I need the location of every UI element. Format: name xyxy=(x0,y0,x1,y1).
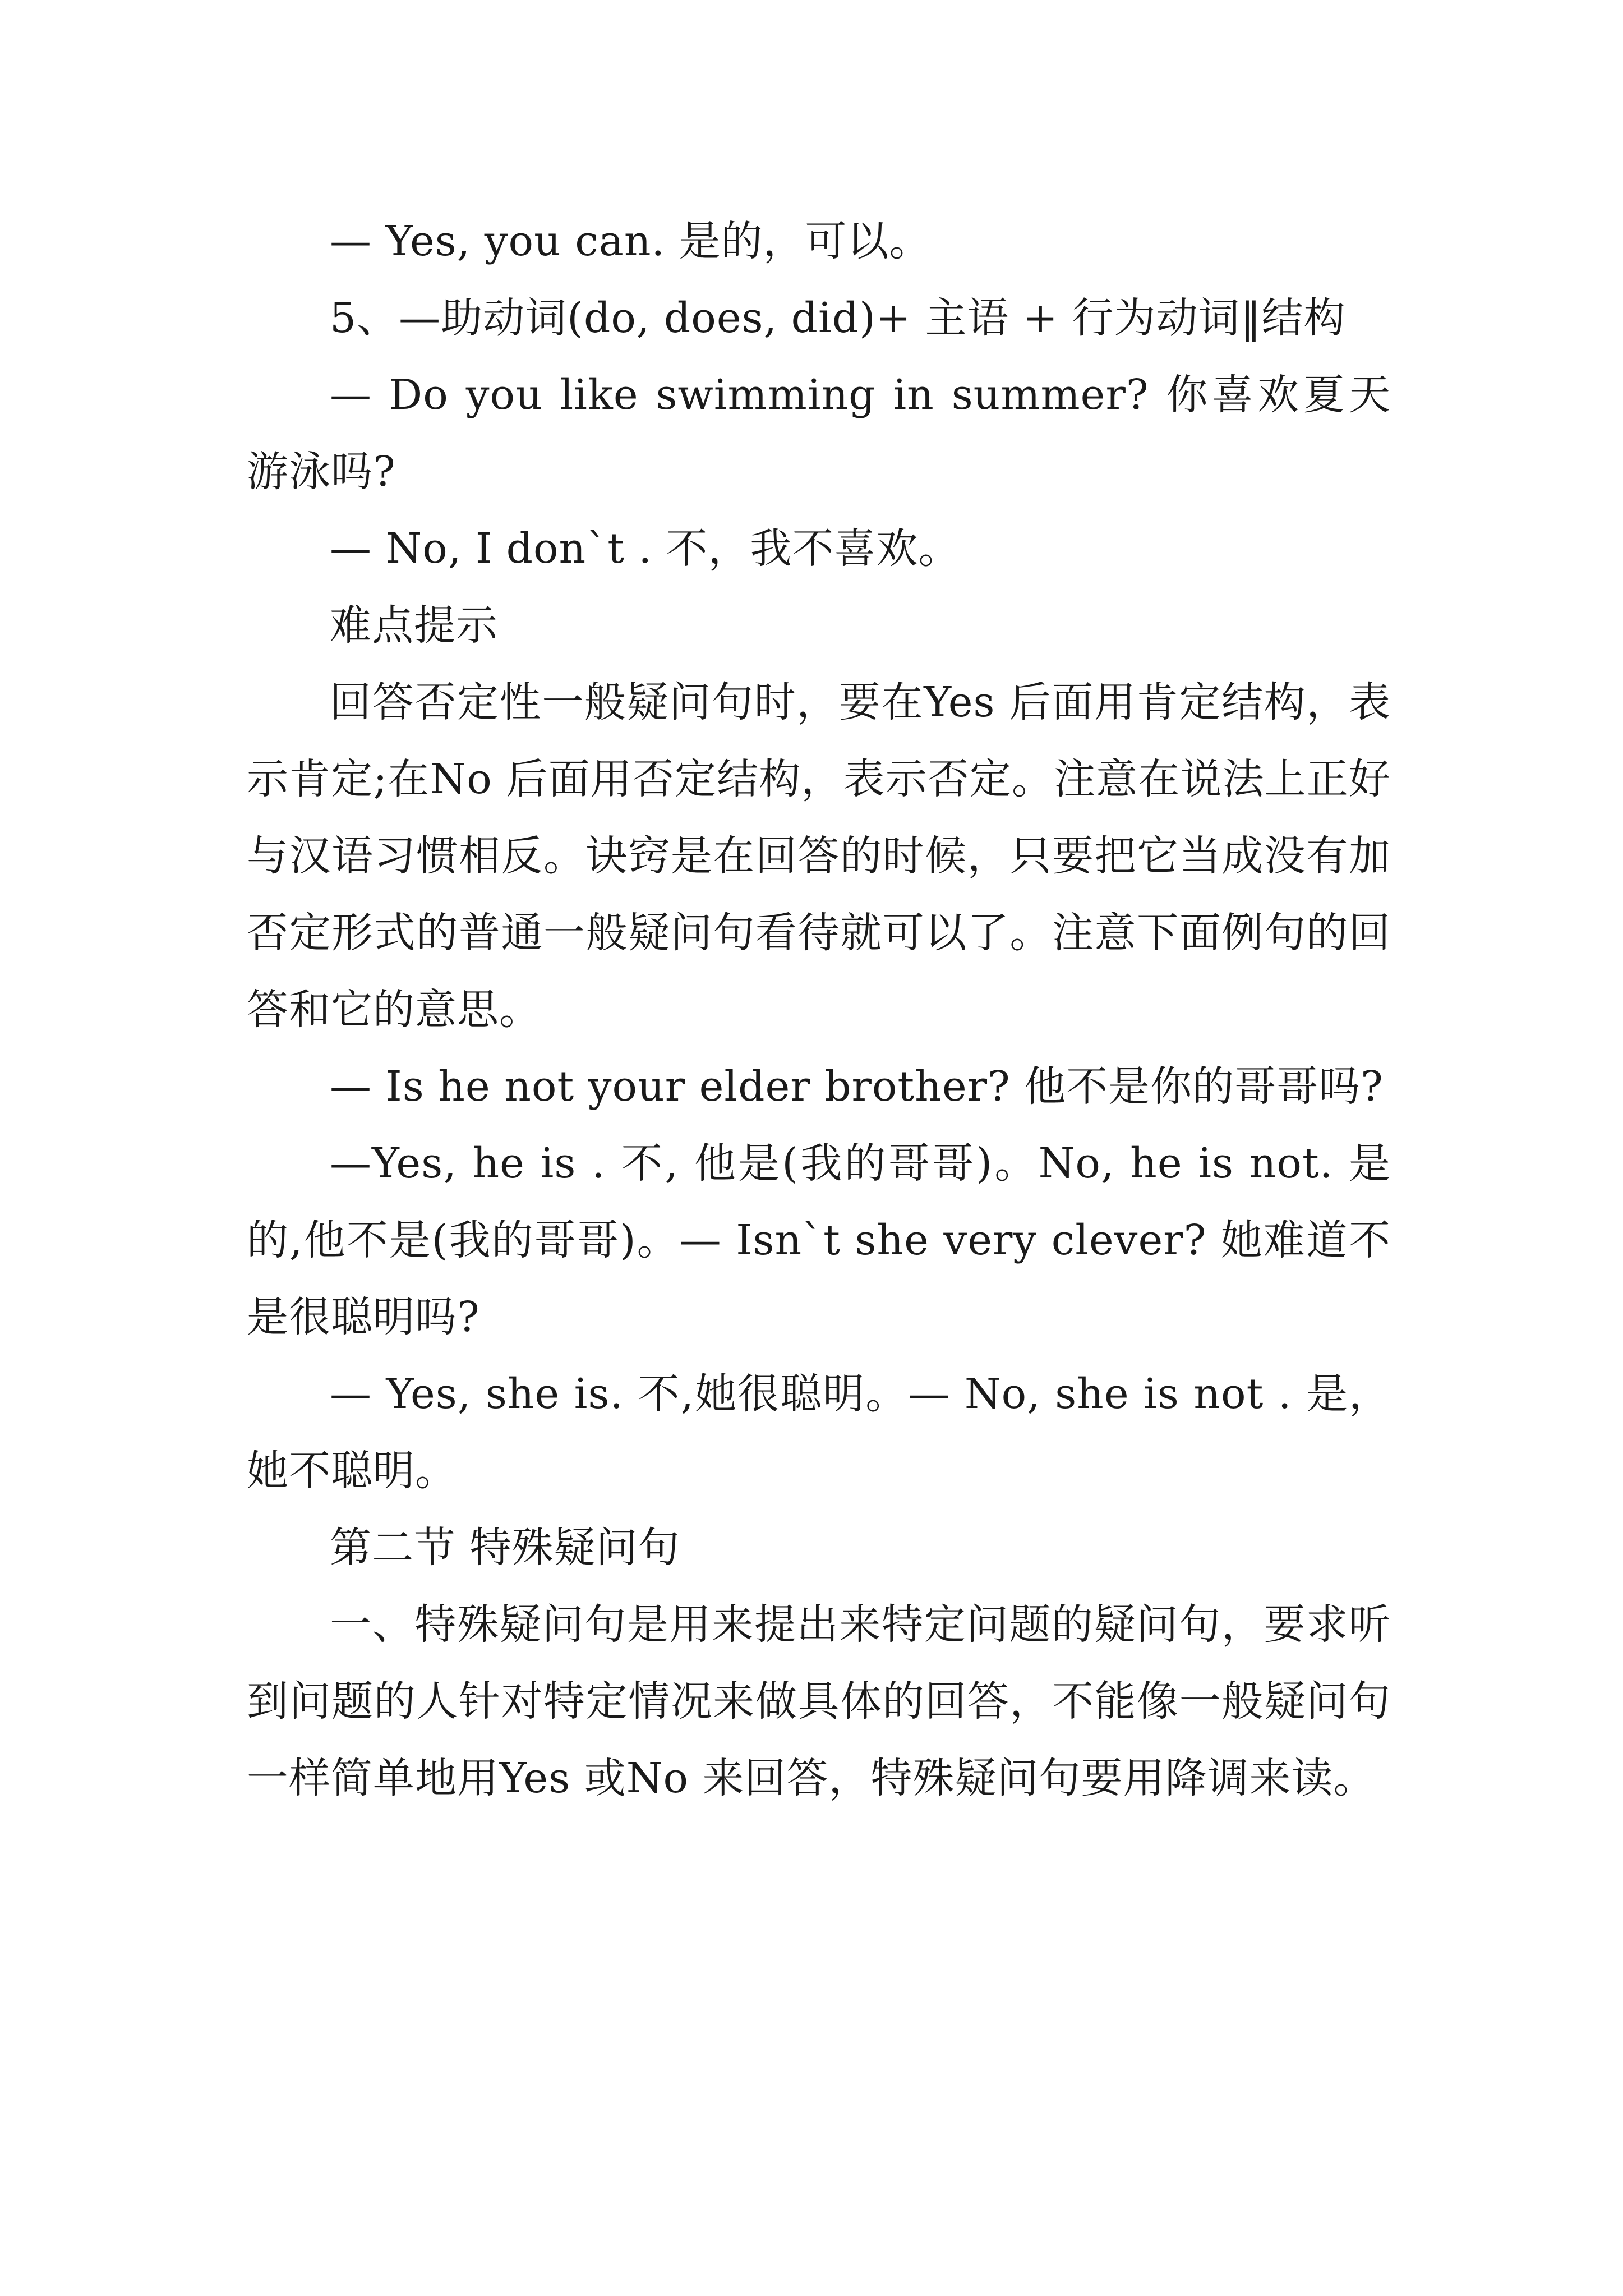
paragraph: 5、—助动词(do, does, did)+ 主语 + 行为动词‖结构 xyxy=(330,294,1346,342)
paragraph: —Yes, he is . 不, 他是(我的哥哥)。No, he is not. 是的,他不是(我的哥哥)。— Isn`t she very clever? 她难道不是很聪明吗? xyxy=(247,1139,1391,1341)
section-heading: 难点提示 xyxy=(330,601,498,650)
paragraph: 回答否定性一般疑问句时，要在Yes 后面用肯定结构，表示肯定;在No 后面用否定结构，表示否定。注意在说法上正好与汉语习惯相反。诀窍是在回答的时候，只要把它当成没有加否定形式的普通一般疑问句看待就可以了。注意下面例句的回答和它的意思。 xyxy=(247,678,1391,1034)
paragraph: — No, I don`t . 不，我不喜欢。 xyxy=(330,524,961,573)
paragraph: — Yes, she is. 不,她很聪明。— No, she is not . 是，她不聪明。 xyxy=(247,1370,1391,1495)
paragraph: — Is he not your elder brother? 他不是你的哥哥吗? xyxy=(330,1062,1384,1111)
paragraph: — Yes, you can. 是的，可以。 xyxy=(330,217,932,265)
paragraph: 一、特殊疑问句是用来提出来特定问题的疑问句，要求听到问题的人针对特定情况来做具体的回答，不能像一般疑问句一样简单地用Yes 或No 来回答，特殊疑问句要用降调来读。 xyxy=(247,1600,1391,1802)
section-heading: 第二节 特殊疑问句 xyxy=(330,1524,680,1572)
paragraph: — Do you like swimming in summer? 你喜欢夏天游泳吗? xyxy=(247,371,1391,496)
document-body xyxy=(247,203,1391,1817)
